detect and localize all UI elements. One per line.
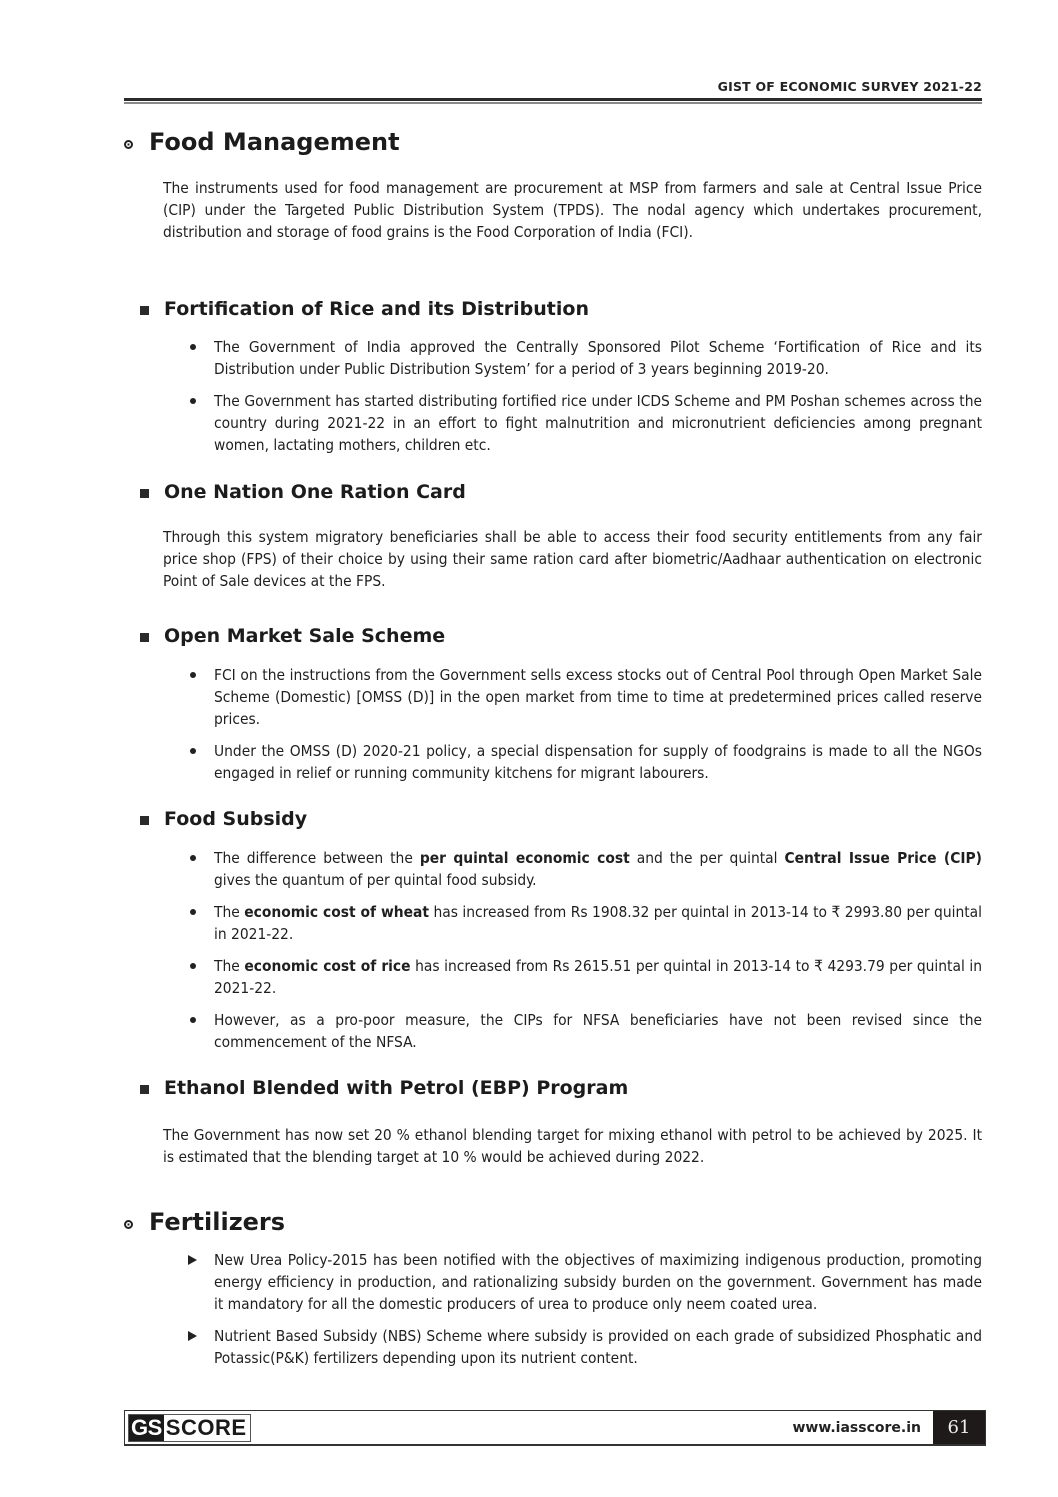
subheading-fortification: Fortification of Rice and its Distribution <box>140 298 589 320</box>
square-bullet-icon <box>140 633 149 642</box>
gsscore-logo: GS SCORE <box>128 1414 251 1442</box>
square-bullet-icon <box>140 489 149 498</box>
dot-bullet-icon <box>190 963 196 969</box>
fertilizers-list <box>188 1249 982 1379</box>
food-subsidy-list <box>188 847 982 1063</box>
page-number: 61 <box>933 1411 985 1444</box>
list-item: The difference between the per quintal economic cost and the per quintal Central Issue Price (CIP) gives the quantum of per quintal food subsidy. <box>188 847 982 891</box>
dot-bullet-icon <box>190 855 196 861</box>
subheading-one-nation-one-ration-card: One Nation One Ration Card <box>140 481 466 503</box>
ebp-text: The Government has now set 20 % ethanol blending target for mixing ethanol with petrol to be achieved by 2025. It is estimated that the blending target at 10 % would be achieved during 2022. <box>163 1126 982 1166</box>
circle-bullet-icon <box>124 1220 133 1229</box>
subheading-open-market-sale-scheme: Open Market Sale Scheme <box>140 625 445 647</box>
square-bullet-icon <box>140 306 149 315</box>
dot-bullet-icon <box>190 344 196 350</box>
subheading-food-subsidy: Food Subsidy <box>140 808 307 830</box>
list-item: Nutrient Based Subsidy (NBS) Scheme where subsidy is provided on each grade of subsidized Phosphatic and Potassic(P&K) fertilizers depending upon its nutrient content. <box>188 1325 982 1369</box>
subheading-ethanol-blended-petrol: Ethanol Blended with Petrol (EBP) Program <box>140 1077 628 1099</box>
arrow-bullet-icon <box>188 1255 197 1265</box>
page-footer <box>124 1410 986 1446</box>
section-heading-fertilizers: Fertilizers <box>124 1208 285 1236</box>
list-item: The Government of India approved the Centrally Sponsored Pilot Scheme ‘Fortification of Rice and its Distribution under Public Distribution System’ for a period of 3 years beginning 2019-20. <box>188 336 982 380</box>
dot-bullet-icon <box>190 672 196 678</box>
fortification-list <box>188 336 982 466</box>
list-item: FCI on the instructions from the Government sells excess stocks out of Central Pool through Open Market Sale Scheme (Domestic) [OMSS (D)] in the open market from time to time at predetermined prices called reserve prices. <box>188 664 982 730</box>
dot-bullet-icon <box>190 748 196 754</box>
omss-list <box>188 664 982 794</box>
list-item: The Government has started distributing fortified rice under ICDS Scheme and PM Poshan schemes across the country during 2021-22 in an effort to fight malnutrition and micronutrient deficiencies among pregnant women, lactating mothers, children etc. <box>188 390 982 456</box>
list-item: However, as a pro-poor measure, the CIPs for NFSA beneficiaries have not been revised since the commencement of the NFSA. <box>188 1009 982 1053</box>
square-bullet-icon <box>140 816 149 825</box>
website-link[interactable]: www.iasscore.in <box>792 1419 921 1436</box>
list-item: New Urea Policy-2015 has been notified with the objectives of maximizing indigenous production, promoting energy efficiency in production, and rationalizing subsidy burden on the government. Government has made it mandatory for all the domestic producers of urea to produce only neem coated urea. <box>188 1249 982 1315</box>
running-header-title: GIST OF ECONOMIC SURVEY 2021-22 <box>717 79 982 94</box>
circle-bullet-icon <box>124 140 133 149</box>
food-management-intro: The instruments used for food management are procurement at MSP from farmers and sale at Central Issue Price (CIP) under the Targeted Public Distribution System (TPDS). The nodal agency which undertakes procurement, distribution and storage of food grains is the Food Corporation of India (FCI). <box>163 179 982 241</box>
dot-bullet-icon <box>190 909 196 915</box>
list-item: Under the OMSS (D) 2020-21 policy, a special dispensation for supply of foodgrains is made to all the NGOs engaged in relief or running community kitchens for migrant labourers. <box>188 740 982 784</box>
header-rule-divider <box>124 98 982 104</box>
arrow-bullet-icon <box>188 1331 197 1341</box>
square-bullet-icon <box>140 1085 149 1094</box>
list-item: The economic cost of wheat has increased from Rs 1908.32 per quintal in 2013-14 to ₹ 2993.80 per quintal in 2021-22. <box>188 901 982 945</box>
dot-bullet-icon <box>190 1017 196 1023</box>
section-heading-food-management: Food Management <box>124 128 400 156</box>
onorc-text: Through this system migratory beneficiaries shall be able to access their food security entitlements from any fair price shop (FPS) of their choice by using their same ration card after biometric/Aadhaar authentication on electronic Point of Sale devices at the FPS. <box>163 528 982 590</box>
dot-bullet-icon <box>190 398 196 404</box>
list-item: The economic cost of rice has increased from Rs 2615.51 per quintal in 2013-14 to ₹ 4293.79 per quintal in 2021-22. <box>188 955 982 999</box>
